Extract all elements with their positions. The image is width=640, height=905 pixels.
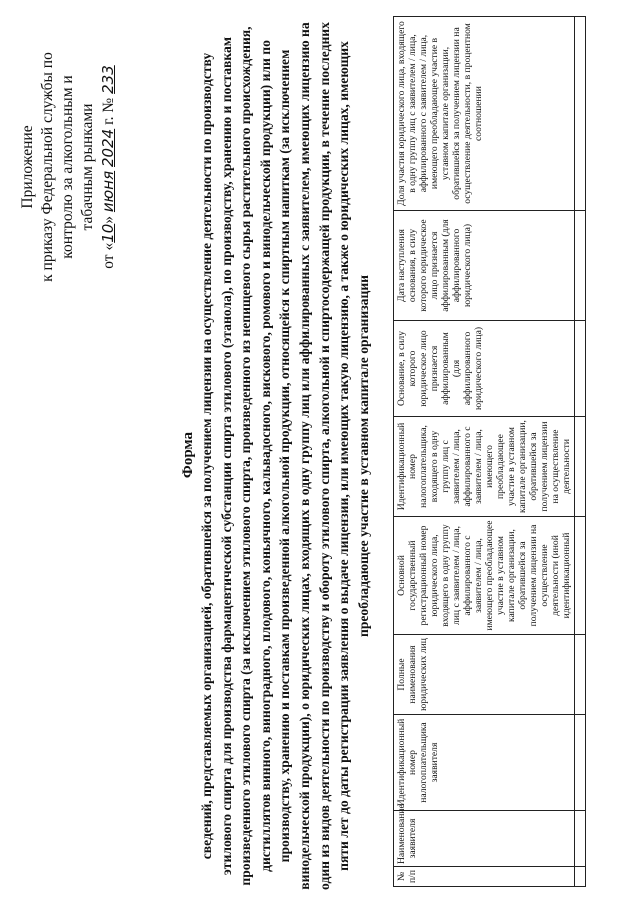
date-day: 10 xyxy=(99,223,117,243)
order-number: 233 xyxy=(99,65,117,94)
appendix-title: Приложение xyxy=(19,125,36,209)
date-suffix: г. № xyxy=(100,97,117,125)
col-share-header: Доля участия юридического лица, входящего в одну группу лиц с заявителем / лица, аффилированного с заявителем / лица, имеющего преобладающее участие в уставном капитале организации, обратившейся за получением лицензии на осуществление деятельности, в процентном соотношении xyxy=(394,17,575,211)
table-row xyxy=(575,17,586,887)
table-cell[interactable] xyxy=(575,17,586,211)
col-basis-header: Основание, в силу которого юридическое лицо признается аффилированным (для аффилированного юридического лица) xyxy=(394,321,575,417)
form-title: Форма xyxy=(180,431,196,479)
table-cell[interactable] xyxy=(575,211,586,321)
table-cell[interactable] xyxy=(575,715,586,811)
date-prefix: от « xyxy=(100,242,117,269)
col-ogrn-header: Основной государственный регистрационный номер юридического лица, входящего в одну группу лиц с заявителем / лица, аффилированного с заявителем / лица, имеющего преобладающее участие в уставном капитале организации, обратившейся за получением лицензии на осуществление деятельности (иной идентификационный xyxy=(394,517,575,635)
date-mid: » xyxy=(100,215,117,224)
table-cell[interactable] xyxy=(575,635,586,715)
col-inn-header: Идентификационный номер налогоплательщика, входящего в одну группу лиц с заявителем / лица, аффилированного с заявителем / лица, имеющего преобладающее участие в уставном капитале организации, обратившейся за получением лицензии на осуществление деятельности xyxy=(394,417,575,517)
appendix-line-3: табачным рынками xyxy=(79,103,96,231)
affiliates-table xyxy=(393,16,586,887)
col-applicant-name-header: Наименование заявителя xyxy=(394,811,575,867)
col-applicant-inn-header: Идентификационный номер налогоплательщика заявителя xyxy=(394,715,575,811)
table-header-row xyxy=(394,17,575,887)
col-legal-names-header: Полные наименования юридических лиц xyxy=(394,635,575,715)
table-cell[interactable] xyxy=(575,321,586,417)
appendix-date-line xyxy=(98,17,119,317)
appendix-block xyxy=(18,17,119,317)
date-year: 2024 xyxy=(99,128,117,167)
table-cell[interactable] xyxy=(575,811,586,867)
appendix-line-2: контролю за алкогольным и xyxy=(59,75,76,259)
table-cell[interactable] xyxy=(575,517,586,635)
table-cell[interactable] xyxy=(575,867,586,887)
table-cell[interactable] xyxy=(575,417,586,517)
col-number-header: № п/п xyxy=(394,867,575,887)
col-basis-date-header: Дата наступления основания, в силу которого юридическое лицо признается аффилированным (для аффилированного юридического лица) xyxy=(394,211,575,321)
date-month: июня xyxy=(99,170,117,213)
appendix-line-1: к приказу Федеральной службы по xyxy=(39,52,56,282)
form-description: сведений, представляемых организацией, обратившейся за получением лицензии на осуществление деятельности по производству этилового спирта для производства фармацевтической субстанции спирта этилового (этанола), по производству, хранению и поставкам произведенного этилового спирта (за исключением этилового спирта, произведенного из непищевого сырья растительного происхождения, дистиллятов винного, виноградного, плодового, коньячного, кальвадосного, вискового, ромового и винодельческой продукции) или по производству, хранению и поставкам произведенной алкогольной продукции, относящейся к спиртным напиткам (за исключением винодельческой продукции), о юридических лицах, входящих в одну группу лиц или аффилированных с заявителем, имеющих лицензию на один из видов деятельности по производству и обороту этилового спирта, алкогольной и спиртосодержащей продукции, в течение последних пяти лет до даты регистрации заявления о выдаче лицензии, или имеющих такую лицензию, а также о юридических лицах, имеющих преобладающее участие в уставном капитале организации xyxy=(199,22,371,890)
